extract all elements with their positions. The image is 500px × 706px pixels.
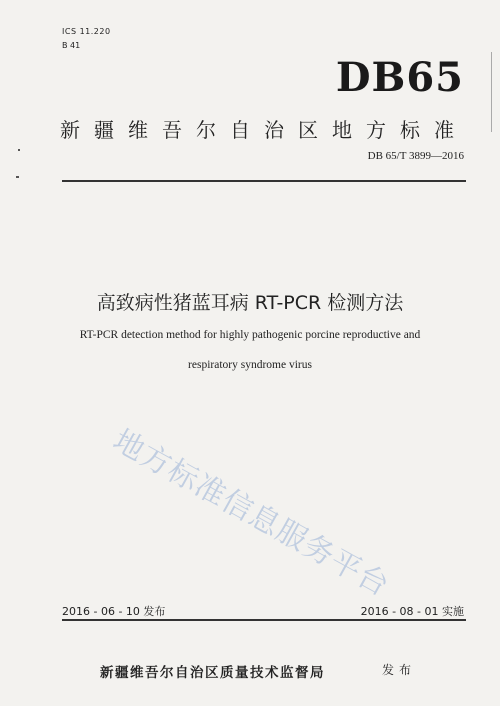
publish-label: 发布	[382, 663, 417, 677]
scan-mark	[18, 149, 20, 151]
scan-mark	[16, 176, 19, 178]
watermark: 地方标准信息服务平台	[107, 422, 396, 604]
scan-mark	[491, 52, 492, 132]
title-english-line2: respiratory syndrome virus	[188, 359, 312, 371]
issuing-authority: 新疆维吾尔自治区质量技术监督局	[100, 665, 325, 681]
issue-date: 2016 - 06 - 10 发布	[62, 605, 166, 618]
ccs-code: B 41	[62, 41, 81, 50]
title-chinese: 高致病性猪蓝耳病 RT-PCR 检测方法	[96, 292, 404, 314]
ics-code: ICS 11.220	[62, 27, 111, 36]
bottom-divider	[62, 619, 466, 621]
standard-number: DB 65/T 3899—2016	[367, 150, 464, 162]
standard-authority: 新疆维吾尔自治区地方标准	[60, 118, 468, 142]
top-divider	[62, 180, 466, 182]
implementation-date: 2016 - 08 - 01 实施	[360, 605, 464, 618]
standard-code-logo: DB65	[335, 54, 464, 101]
title-english-line1: RT-PCR detection method for highly pathogenic porcine reproductive and	[79, 329, 421, 341]
